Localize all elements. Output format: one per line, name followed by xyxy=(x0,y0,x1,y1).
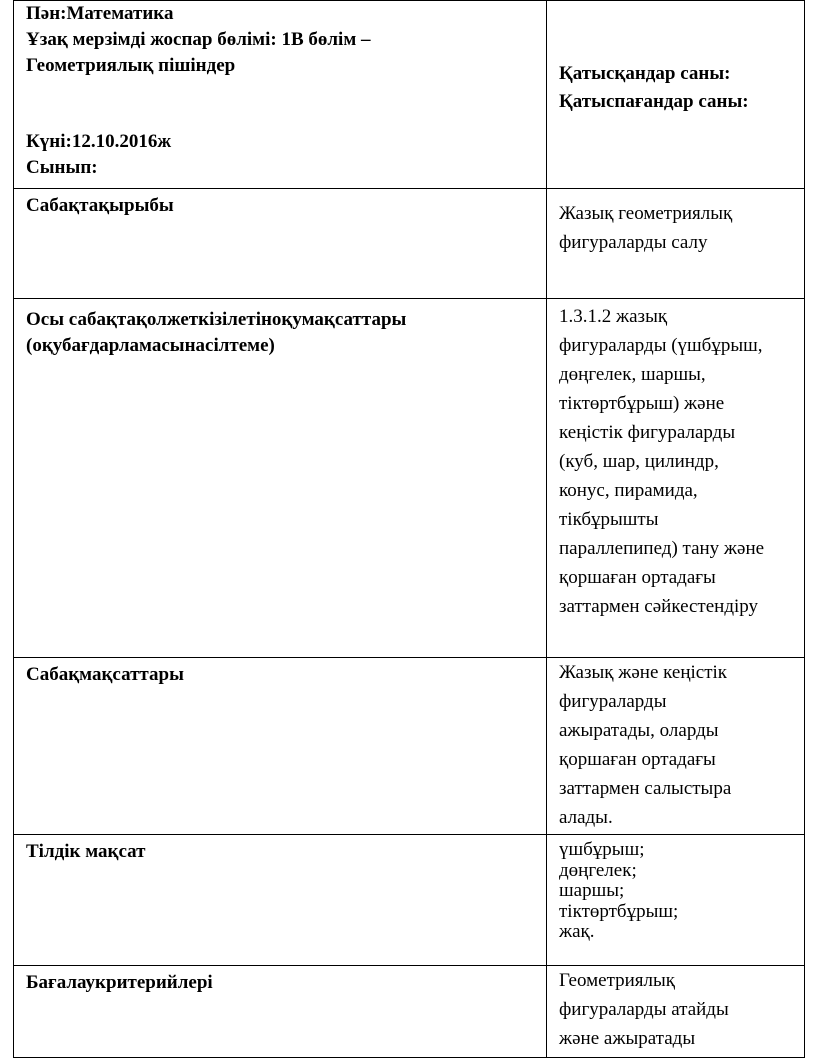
assessment-value-line: және ажыратады xyxy=(559,1028,696,1049)
topic-label-cell xyxy=(14,189,547,299)
topic-label: Сабақтақырыбы xyxy=(26,195,174,216)
objectives-value-line: тікбұрышты xyxy=(559,509,659,530)
objectives-row xyxy=(14,299,805,658)
language-goal-value-line: тіктөртбұрыш; xyxy=(559,900,679,922)
lesson-goals-value-cell xyxy=(547,658,805,835)
lesson-goals-label: Сабақмақсаттары xyxy=(26,664,184,685)
objectives-value-line: дөңгелек, шаршы, xyxy=(559,364,706,385)
objectives-value-line: кеңістік фигураларды xyxy=(559,422,736,443)
language-goal-label-cell xyxy=(14,835,547,966)
topic-value-cell xyxy=(547,189,805,299)
assessment-value-line: Геометриялық xyxy=(559,970,675,991)
unit-line-2: Геометриялық пішіндер xyxy=(26,55,236,76)
assessment-label: Бағалаукритерийлері xyxy=(26,972,213,993)
subject-text: Пән:Математика xyxy=(26,3,174,24)
present-count-label: Қатысқандар саны: xyxy=(559,63,731,84)
lesson-goals-value-line: Жазық және кеңістік xyxy=(559,662,728,683)
topic-value-line: Жазық геометриялық xyxy=(559,203,733,224)
lesson-goals-value-line: фигураларды xyxy=(559,691,667,712)
objectives-value-line: фигураларды (үшбұрыш, xyxy=(559,335,763,356)
lesson-goals-value-line: алады. xyxy=(559,807,613,828)
language-goal-label: Тілдік мақсат xyxy=(26,841,146,862)
objectives-value-line: қоршаған ортадағы xyxy=(559,567,716,588)
objectives-label-cell xyxy=(14,299,547,658)
header-right-cell xyxy=(547,1,805,189)
lesson-goals-value-line: заттармен салыстыра xyxy=(559,778,732,799)
unit-line-1: Ұзақ мерзімді жоспар бөлімі: 1В бөлім – xyxy=(26,29,371,50)
assessment-label-cell xyxy=(14,966,547,1058)
header-row xyxy=(14,1,805,189)
class-label: Сынып: xyxy=(26,157,98,178)
objectives-value-line: 1.3.1.2 жазық xyxy=(559,306,668,327)
objectives-value-line: параллепипед) тану және xyxy=(559,538,765,559)
lesson-goals-value-line: қоршаған ортадағы xyxy=(559,749,716,770)
lesson-goals-value-line: ажыратады, оларды xyxy=(559,720,719,741)
language-goal-value-line: дөңгелек; xyxy=(559,859,637,881)
lesson-plan-table xyxy=(13,0,805,1058)
language-goal-value-line: үшбұрыш; xyxy=(559,839,645,860)
language-goal-row xyxy=(14,835,805,966)
objectives-label-line: Осы сабақтақолжеткізілетіноқумақсаттары xyxy=(26,309,407,330)
lesson-goals-row xyxy=(14,658,805,835)
objectives-value-cell xyxy=(547,299,805,658)
language-goal-value-line: шаршы; xyxy=(559,880,625,901)
assessment-row xyxy=(14,966,805,1058)
header-left-cell xyxy=(14,1,547,189)
objectives-value-line: заттармен сәйкестендіру xyxy=(559,596,759,617)
date-text: Күні:12.10.2016ж xyxy=(26,131,172,152)
language-goal-value-cell xyxy=(547,835,805,966)
objectives-value-line: конус, пирамида, xyxy=(559,480,698,501)
language-goal-value-line: жақ. xyxy=(559,921,595,942)
objectives-value-line: (куб, шар, цилиндр, xyxy=(559,451,719,472)
topic-row xyxy=(14,189,805,299)
absent-count-label: Қатыспағандар саны: xyxy=(559,91,749,112)
objectives-label-line: (оқубағдарламасынасілтеме) xyxy=(26,335,275,356)
assessment-value-line: фигураларды атайды xyxy=(559,999,729,1020)
objectives-value-line: тіктөртбұрыш) және xyxy=(559,393,725,414)
assessment-value-cell xyxy=(547,966,805,1058)
lesson-goals-label-cell xyxy=(14,658,547,835)
topic-value-line: фигураларды салу xyxy=(559,232,708,253)
